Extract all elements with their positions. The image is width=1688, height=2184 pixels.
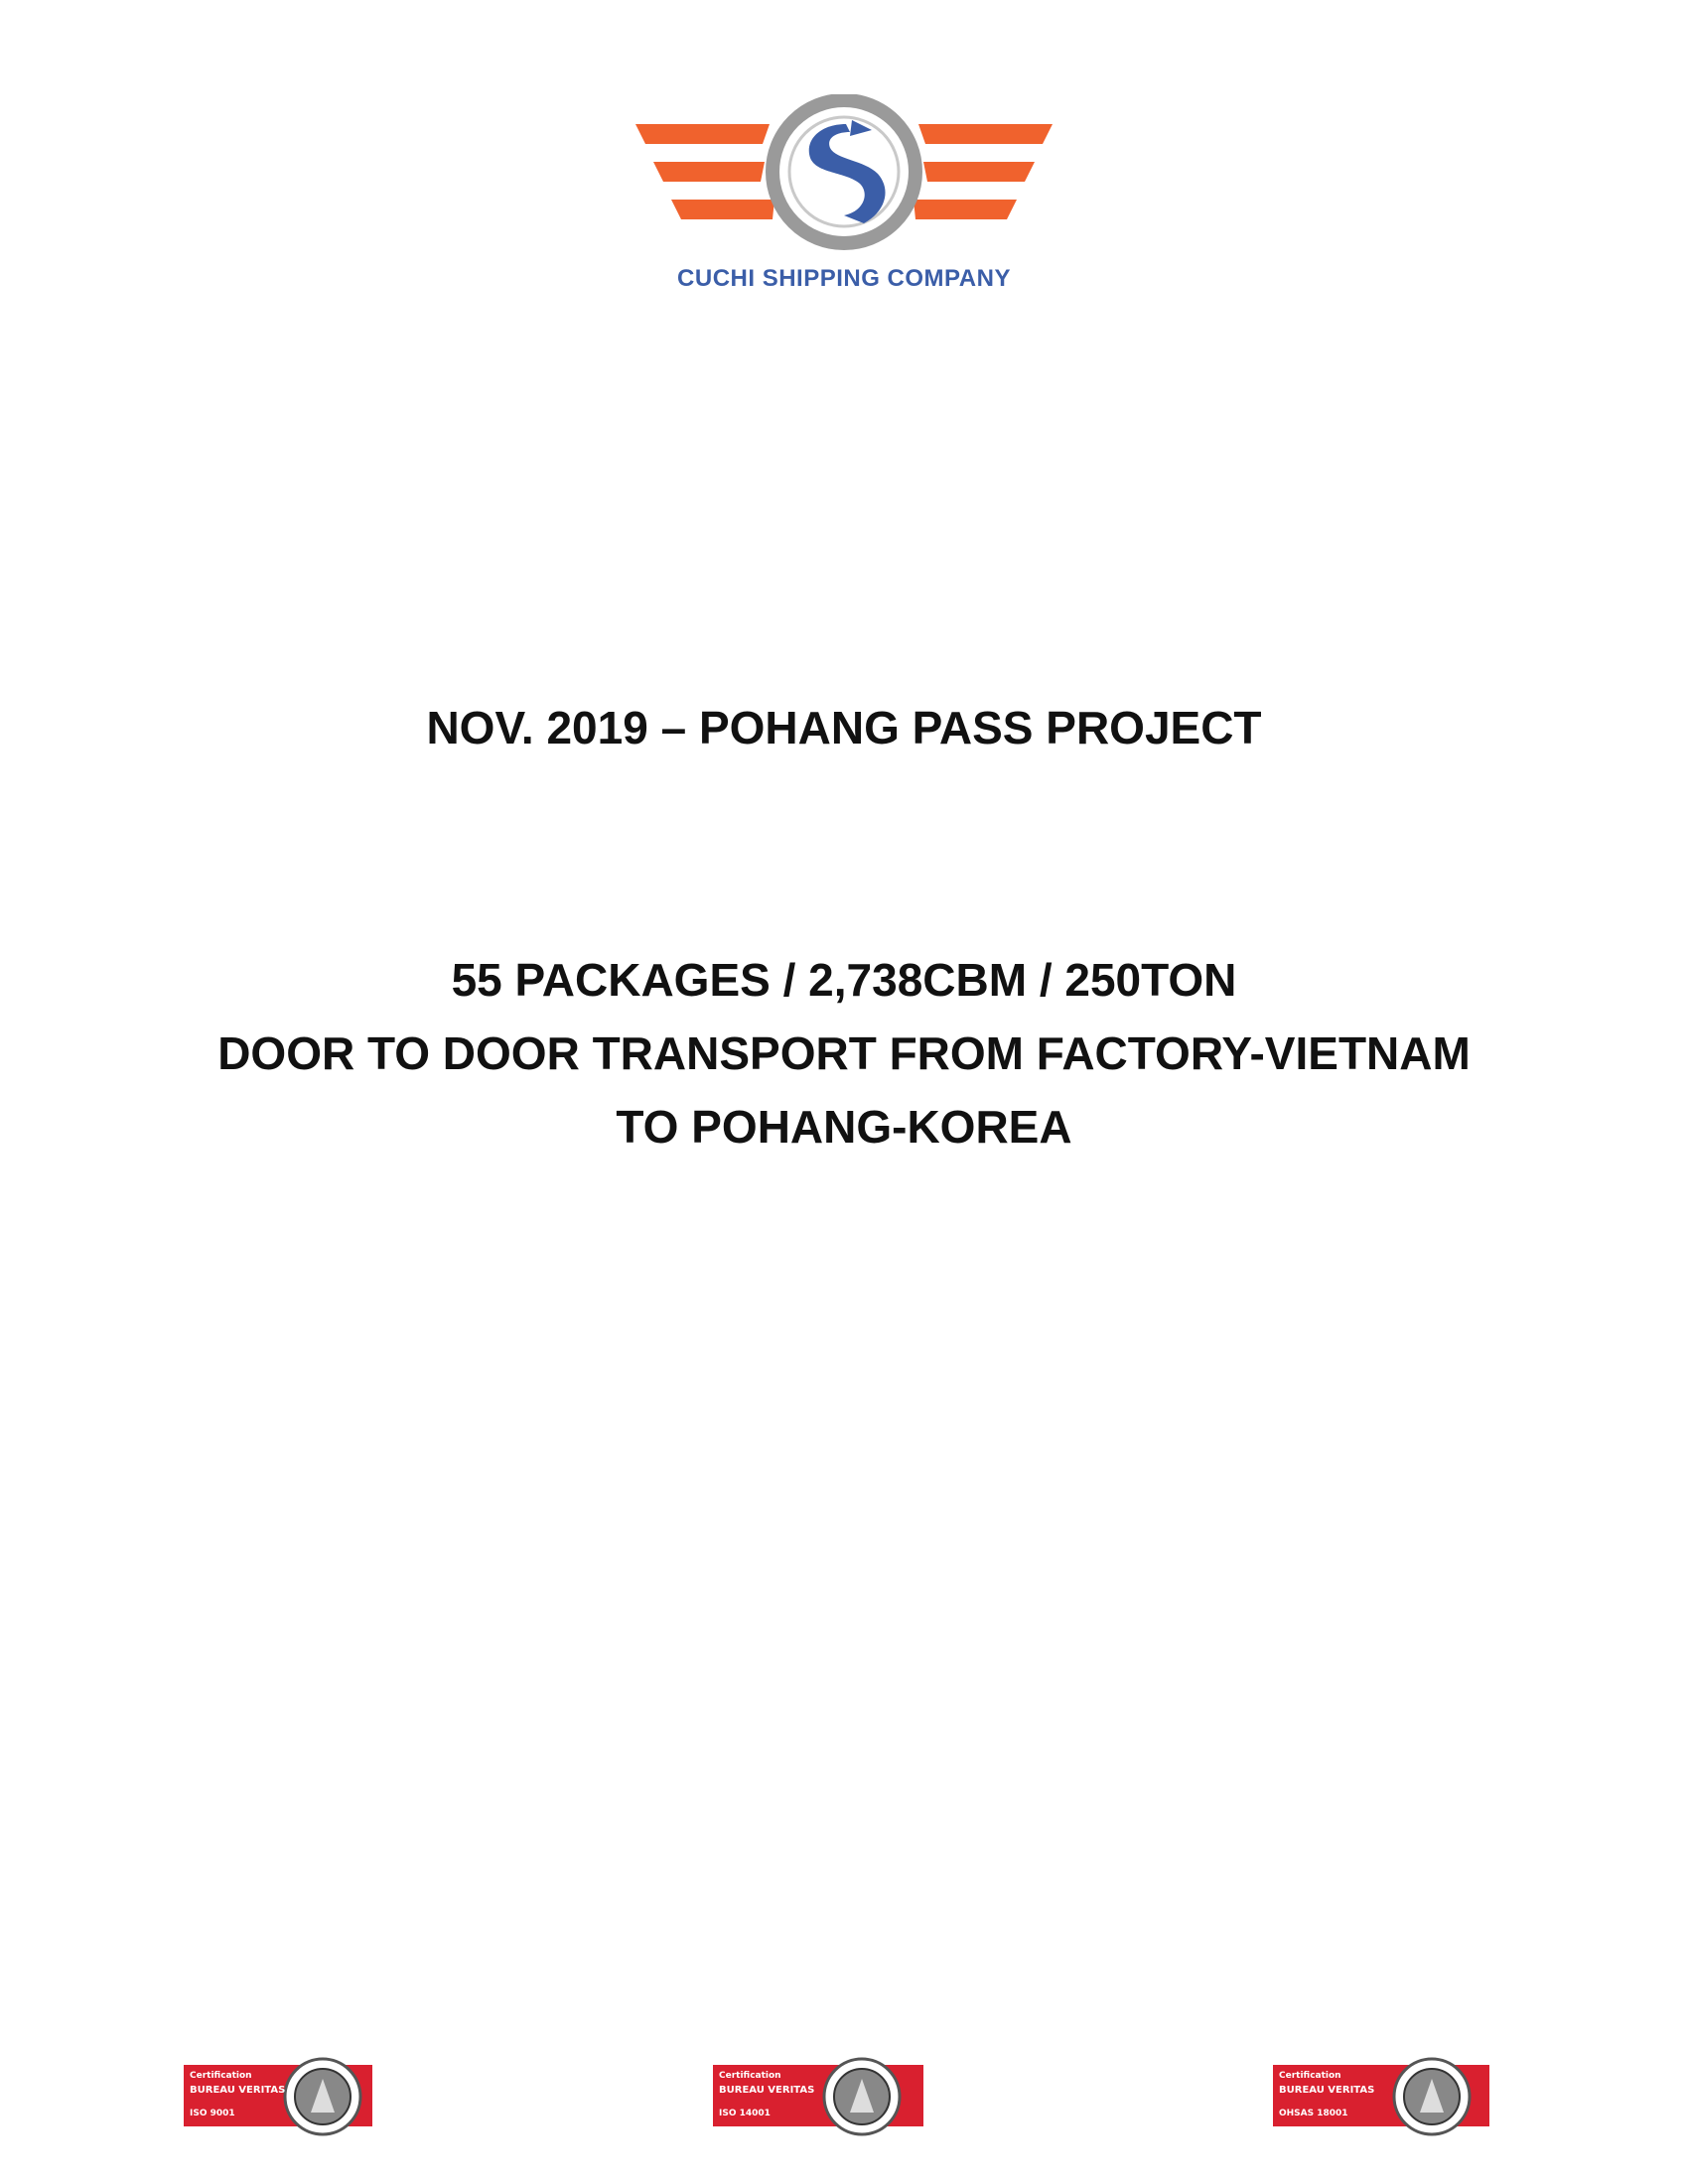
cert-label-top: Certification: [1279, 2071, 1341, 2081]
cert-label-top: Certification: [719, 2071, 781, 2081]
cert-label-main: BUREAU VERITAS: [1279, 2085, 1375, 2096]
bureau-veritas-seal-icon: [184, 2053, 372, 2142]
project-details: [0, 943, 1688, 1163]
cert-standard: ISO 9001: [190, 2109, 235, 2118]
details-line-1: 55 PACKAGES / 2,738CBM / 250TON: [451, 954, 1237, 1006]
page-title: NOV. 2019 – POHANG PASS PROJECT: [426, 702, 1262, 753]
details-line-2: DOOR TO DOOR TRANSPORT FROM FACTORY-VIETNAM: [217, 1027, 1471, 1079]
company-logo: [626, 94, 1062, 303]
certification-badge-iso-14001: [713, 2053, 923, 2142]
bureau-veritas-seal-icon: [713, 2053, 923, 2142]
company-name: CUCHI SHIPPING COMPANY: [677, 265, 1011, 292]
cert-standard: OHSAS 18001: [1279, 2109, 1348, 2118]
certification-badge-iso-9001: [184, 2053, 372, 2142]
certification-badge-ohsas-18001: [1273, 2053, 1489, 2142]
cert-label-main: BUREAU VERITAS: [190, 2085, 286, 2096]
wings-s-logo-icon: [626, 94, 1062, 263]
details-line-3: TO POHANG-KOREA: [616, 1101, 1072, 1153]
cert-standard: ISO 14001: [719, 2109, 771, 2118]
cert-label-main: BUREAU VERITAS: [719, 2085, 815, 2096]
bureau-veritas-seal-icon: [1273, 2053, 1489, 2142]
cert-label-top: Certification: [190, 2071, 252, 2081]
